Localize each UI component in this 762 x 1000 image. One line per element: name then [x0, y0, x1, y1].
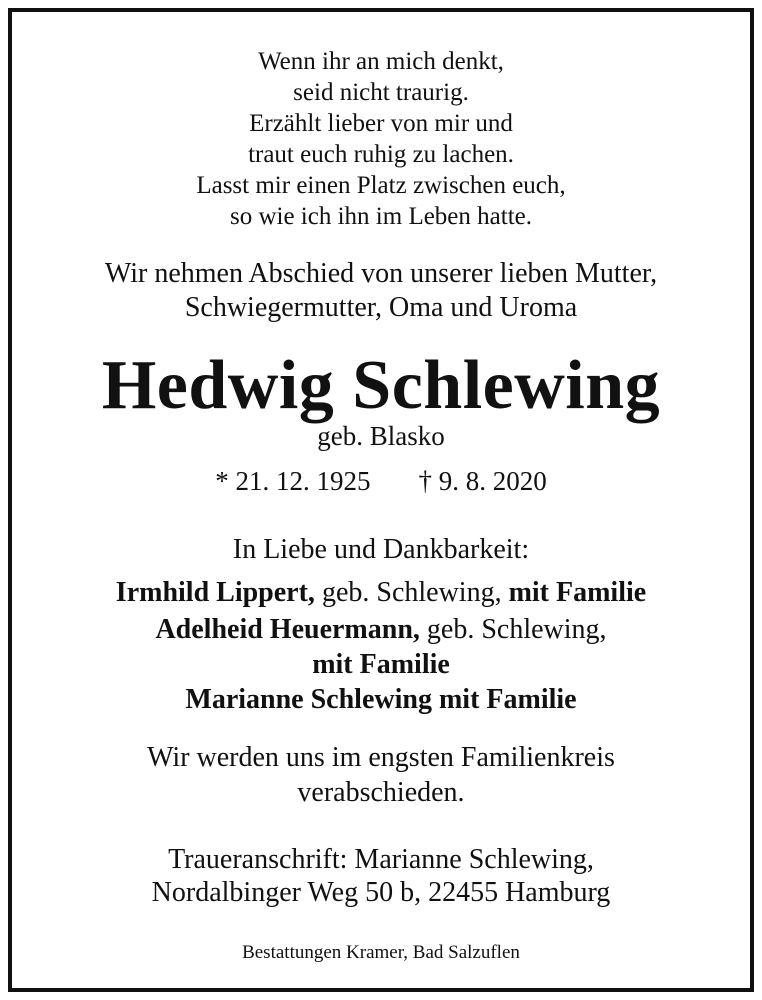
- mourner-line: [12, 613, 750, 647]
- deceased-name: Hedwig Schlewing: [101, 347, 661, 424]
- mourner-family: mit Familie: [508, 577, 647, 608]
- birth-name: geb. Blasko: [317, 421, 445, 451]
- obituary-frame: [8, 8, 754, 992]
- poem-line: Wenn ihr an mich denkt,: [258, 48, 504, 75]
- mourner-name: Irmhild Lippert,: [115, 577, 315, 608]
- farewell-line: Wir werden uns im engsten Familienkreis: [147, 742, 615, 773]
- poem-line: Lasst mir einen Platz zwischen euch,: [196, 172, 566, 199]
- address-line: Traueranschrift: Marianne Schlewing,: [168, 844, 594, 875]
- mourner-name: Adelheid Heuermann,: [155, 614, 420, 645]
- poem-line: seid nicht traurig.: [293, 79, 469, 106]
- mourner-family: mit Familie: [312, 649, 450, 680]
- mourner-line: Marianne Schlewing mit Familie: [185, 684, 577, 715]
- funeral-home: Bestattungen Kramer, Bad Salzuflen: [242, 942, 520, 963]
- mourner-birth-name: geb. Schlewing,: [419, 614, 607, 645]
- mourners-heading: In Liebe und Dankbarkeit:: [232, 534, 530, 565]
- poem-line: so wie ich ihn im Leben hatte.: [229, 203, 532, 230]
- poem-line: Erzählt lieber von mir und: [249, 110, 513, 137]
- intro-line: Schwiegermutter, Oma und Uroma: [184, 292, 578, 323]
- poem-line: traut euch ruhig zu lachen.: [248, 141, 514, 168]
- birth-date: * 21. 12. 1925: [215, 466, 371, 496]
- mourner-birth-name: geb. Schlewing,: [314, 577, 509, 608]
- farewell-line: verabschieden.: [297, 777, 465, 808]
- life-dates: [12, 465, 750, 497]
- mourner-line: [12, 576, 750, 610]
- address-line: Nordalbinger Weg 50 b, 22455 Hamburg: [151, 877, 611, 908]
- obituary-content: [12, 12, 750, 988]
- death-date: † 9. 8. 2020: [418, 466, 547, 496]
- intro-line: Wir nehmen Abschied von unserer lieben Mutter,: [104, 258, 658, 289]
